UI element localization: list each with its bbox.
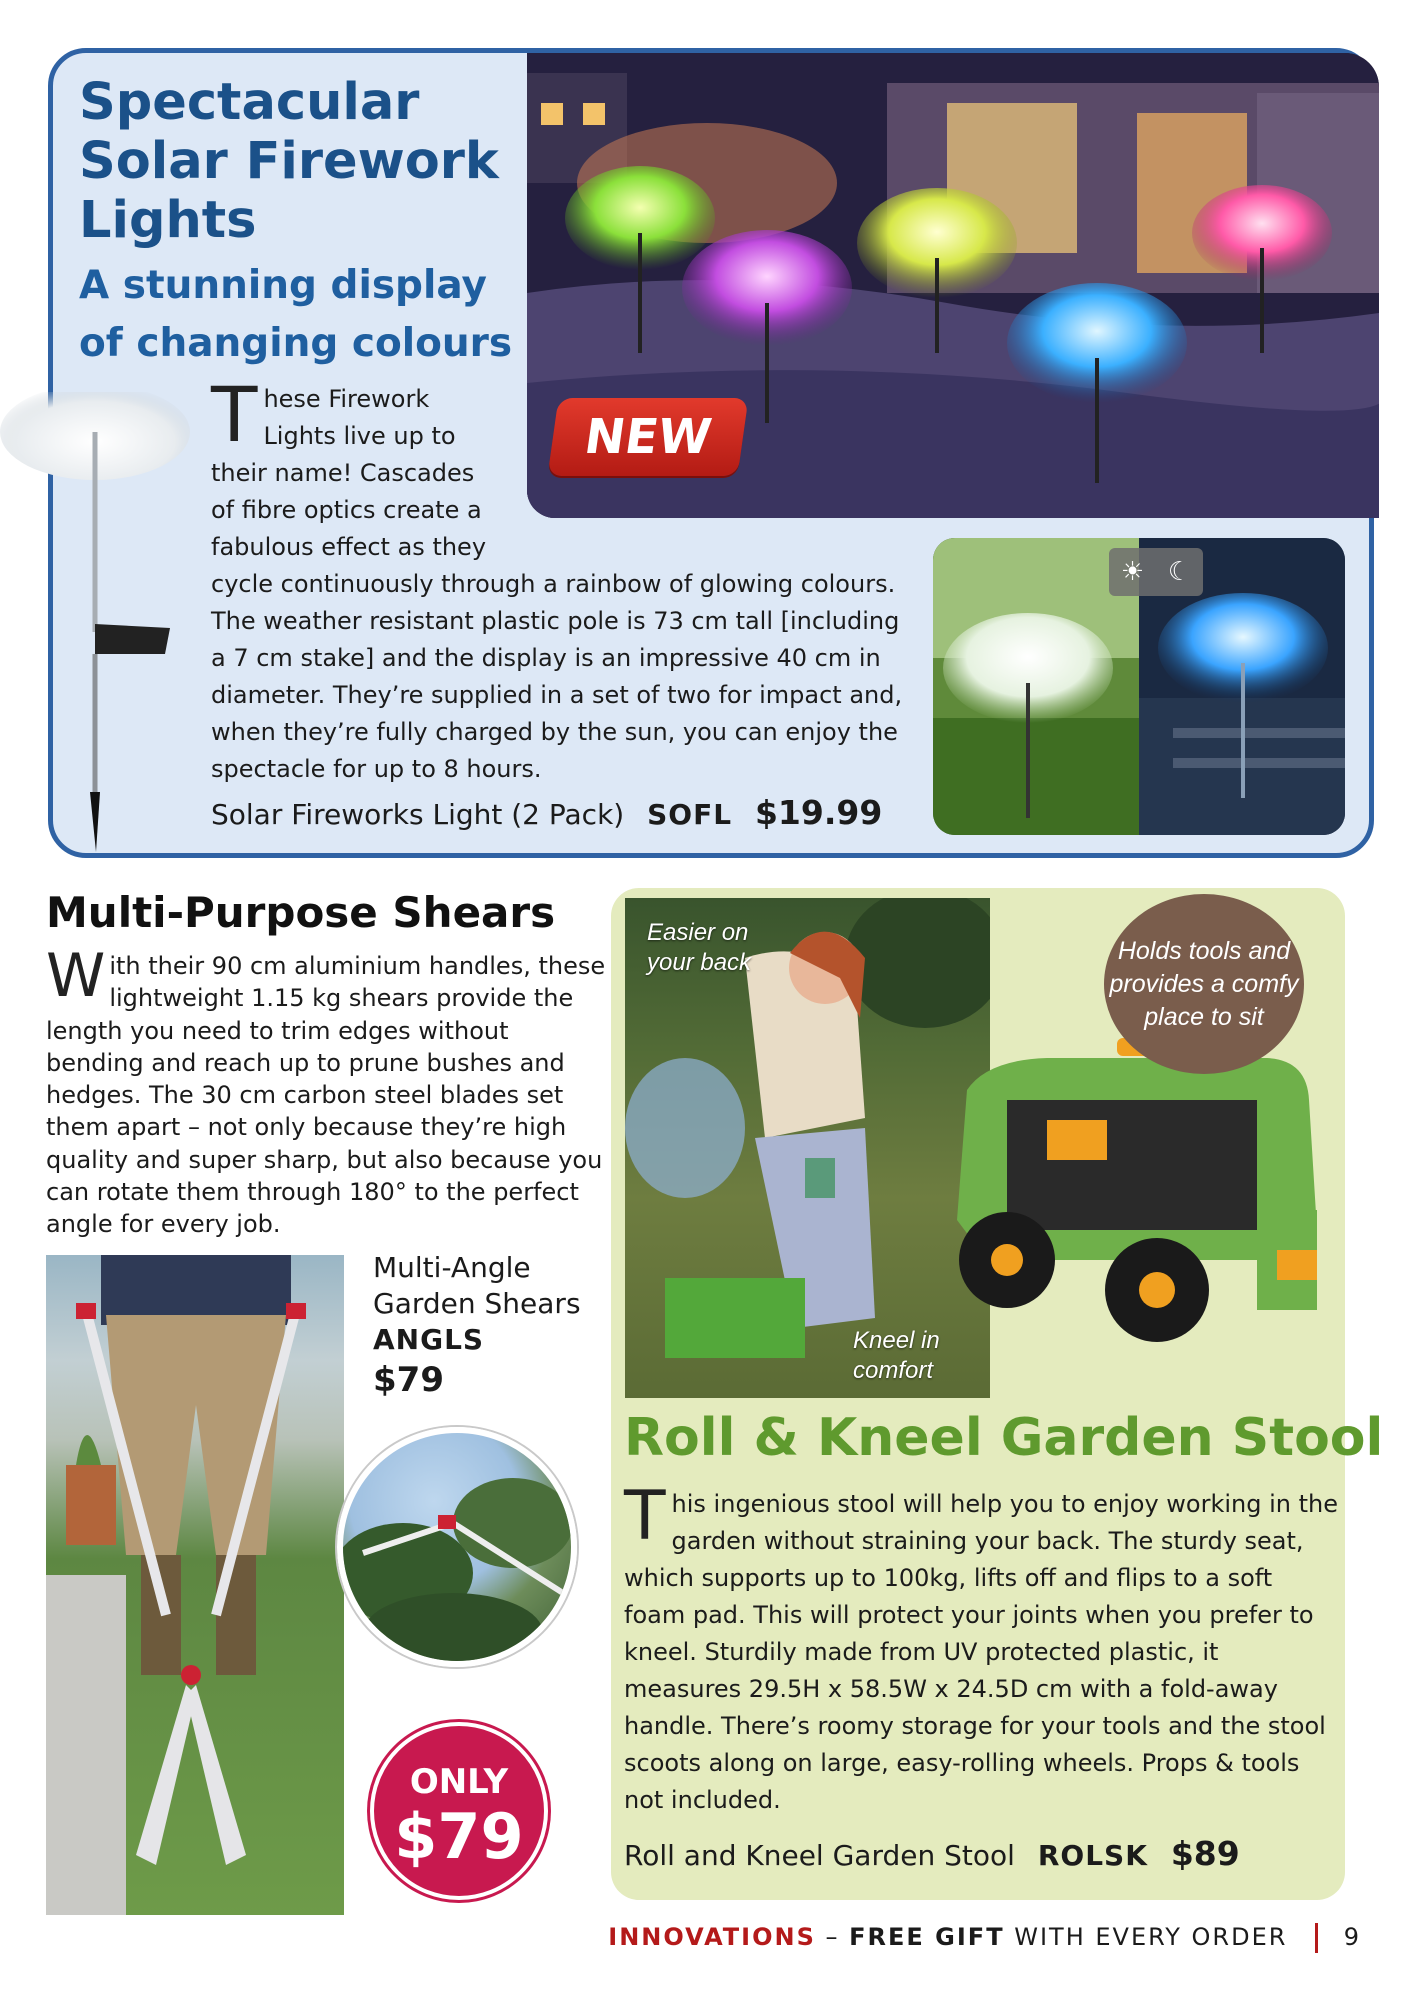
shears-dropcap: W	[46, 941, 106, 1011]
solar-body-line-1: hese Firework	[263, 385, 430, 413]
stool-product-code: ROLSK	[1037, 1839, 1148, 1872]
solar-description	[211, 370, 911, 788]
shears-product-code: ANGLS	[373, 1323, 485, 1356]
shears-description	[46, 941, 606, 1241]
shears-price: $79	[373, 1360, 444, 1400]
footer-dash: –	[825, 1923, 840, 1951]
only-price: $79	[394, 1800, 524, 1873]
only-label: ONLY	[409, 1762, 509, 1802]
shears-in-use-photo	[46, 1255, 344, 1915]
solar-body-line-4: of fibre optics create a	[211, 496, 482, 524]
solar-body-line-3: their name! Cascades	[211, 459, 475, 487]
solar-body-line-2: Lights live up to	[263, 422, 456, 450]
solar-stake-product-image	[0, 392, 200, 862]
stool-title: Roll & Kneel Garden Stool	[624, 1408, 1384, 1468]
stool-price-line	[624, 1834, 1240, 1873]
solar-subtitle: A stunning display of changing colours	[79, 263, 513, 366]
stool-body-text: his ingenious stool will help you to enjoy working in the garden without straining your back. The sturdy seat, which supports up to 100kg, lifts off and flips to a soft foam pad. This will protect your joints when you prefer to kneel. Sturdily made from UV protected plastic, it measures 29.5H x 58.5W x 24.5D cm with a fold-away handle. There’s roomy storage for your tools and the stool scoots along on large, easy-rolling wheels. Props & tools not included.	[624, 1490, 1339, 1814]
shears-product-info	[373, 1250, 593, 1398]
solar-title: Spectacular Solar Firework Lights	[79, 73, 499, 250]
stool-description	[624, 1477, 1340, 1819]
new-badge: NEW	[548, 398, 749, 476]
solar-firework-panel	[48, 48, 1374, 858]
shears-product-name-1: Multi-Angle	[373, 1251, 531, 1284]
footer-brand: INNOVATIONS	[608, 1923, 816, 1951]
page-number: 9	[1343, 1923, 1361, 1951]
solar-product-name: Solar Fireworks Light (2 Pack)	[211, 798, 625, 831]
solar-body-line-5: fabulous effect as they	[211, 533, 487, 561]
solar-price: $19.99	[754, 793, 883, 832]
holds-tools-badge: Holds tools and provides a comfy place to sit	[1104, 894, 1304, 1074]
shears-title: Multi-Purpose Shears	[46, 888, 556, 937]
day-night-toggle	[1109, 548, 1203, 596]
garden-stool-product-image	[927, 1030, 1327, 1370]
page-footer	[608, 1923, 1361, 1953]
shears-closeup-photo	[337, 1427, 577, 1667]
caption-kneel-in-comfort: Kneel in comfort	[853, 1327, 940, 1384]
caption-easier-on-back: Easier on your back	[647, 919, 752, 976]
stool-dropcap: T	[624, 1477, 666, 1556]
shears-body-text: ith their 90 cm aluminium handles, these lightweight 1.15 kg shears provide the length you need to trim edges without bending and reach up to prune bushes and hedges. The 30 cm carbon steel blades set them apart – not only because they’re high quality and super sharp, but also because you can rotate them through 180° to the perfect angle for every job.	[46, 952, 606, 1239]
moon-icon: ☾	[1167, 557, 1192, 587]
solar-price-line	[211, 793, 882, 832]
only-price-badge	[370, 1722, 548, 1900]
garden-stool-panel	[611, 888, 1384, 1900]
footer-divider	[1315, 1923, 1318, 1953]
stool-price: $89	[1170, 1834, 1240, 1873]
solar-dropcap: T	[211, 370, 258, 459]
stool-product-name: Roll and Kneel Garden Stool	[624, 1839, 1015, 1872]
solar-product-code: SOFL	[647, 798, 733, 831]
footer-tagline: WITH EVERY ORDER	[1014, 1923, 1288, 1951]
shears-product-name-2: Garden Shears	[373, 1287, 581, 1320]
sun-icon: ☀	[1120, 557, 1145, 587]
footer-free-gift: FREE GIFT	[849, 1923, 1005, 1951]
solar-day-night-photo	[933, 538, 1345, 835]
solar-body-rest: cycle continuously through a rainbow of glowing colours. The weather resistant plastic pole is 73 cm tall [including a 7 cm stake] and the display is an impressive 40 cm in diameter. They’re supplied in a set of two for impact and, when they’re fully charged by the sun, you can enjoy the spectacle for up to 8 hours.	[211, 570, 903, 783]
